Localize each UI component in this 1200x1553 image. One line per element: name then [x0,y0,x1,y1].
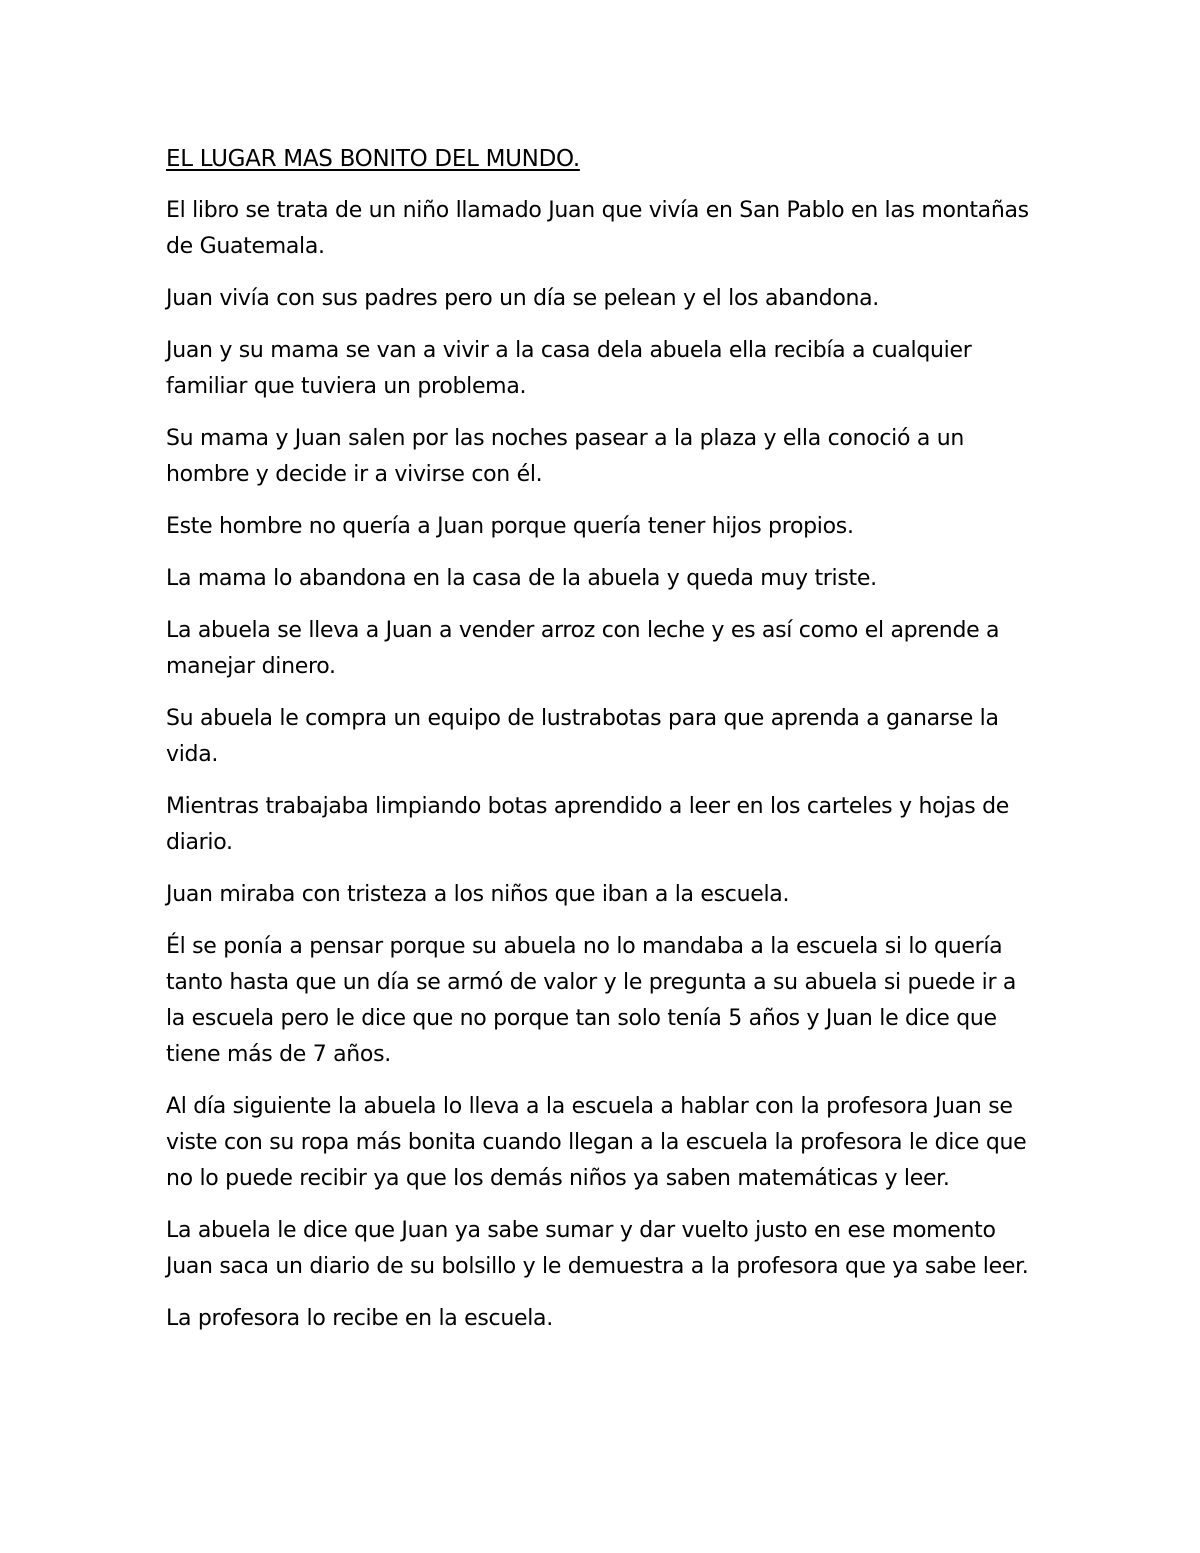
paragraph: Su abuela le compra un equipo de lustrabotas para que aprenda a ganarse la vida. [166,706,999,767]
paragraph: Este hombre no quería a Juan porque quería tener hijos propios. [166,514,854,539]
paragraph: Al día siguiente la abuela lo lleva a la escuela a hablar con la profesora Juan se viste con su ropa más bonita cuando llegan a la escuela la profesora le dice que no lo puede recibir ya que los demás niños ya saben matemáticas y leer. [166,1094,1027,1191]
paragraph: La mama lo abandona en la casa de la abuela y queda muy triste. [166,566,877,591]
paragraph: Su mama y Juan salen por las noches pasear a la plaza y ella conoció a un hombre y decide ir a vivirse con él. [166,426,964,487]
paragraph: La profesora lo recibe en la escuela. [166,1306,553,1331]
document-title: EL LUGAR MAS BONITO DEL MUNDO. [166,146,580,172]
paragraph: La abuela le dice que Juan ya sabe sumar y dar vuelto justo en ese momento Juan saca un diario de su bolsillo y le demuestra a la profesora que ya sabe leer. [166,1218,1029,1279]
paragraph: Él se ponía a pensar porque su abuela no lo mandaba a la escuela si lo quería tanto hasta que un día se armó de valor y le pregunta a su abuela si puede ir a la escuela pero le dice que no porque tan solo tenía 5 años y Juan le dice que tiene más de 7 años. [166,934,1017,1067]
paragraph: Mientras trabajaba limpiando botas aprendido a leer en los carteles y hojas de diario. [166,794,1010,855]
paragraph: Juan y su mama se van a vivir a la casa dela abuela ella recibía a cualquier familiar que tuviera un problema. [166,338,972,399]
paragraph: Juan vivía con sus padres pero un día se pelean y el los abandona. [166,286,880,311]
paragraph: Juan miraba con tristeza a los niños que iban a la escuela. [166,882,790,907]
document-body [166,141,1038,1353]
paragraph: La abuela se lleva a Juan a vender arroz con leche y es así como el aprende a manejar dinero. [166,618,1000,679]
paragraph: El libro se trata de un niño llamado Juan que vivía en San Pablo en las montañas de Guatemala. [166,198,1029,259]
